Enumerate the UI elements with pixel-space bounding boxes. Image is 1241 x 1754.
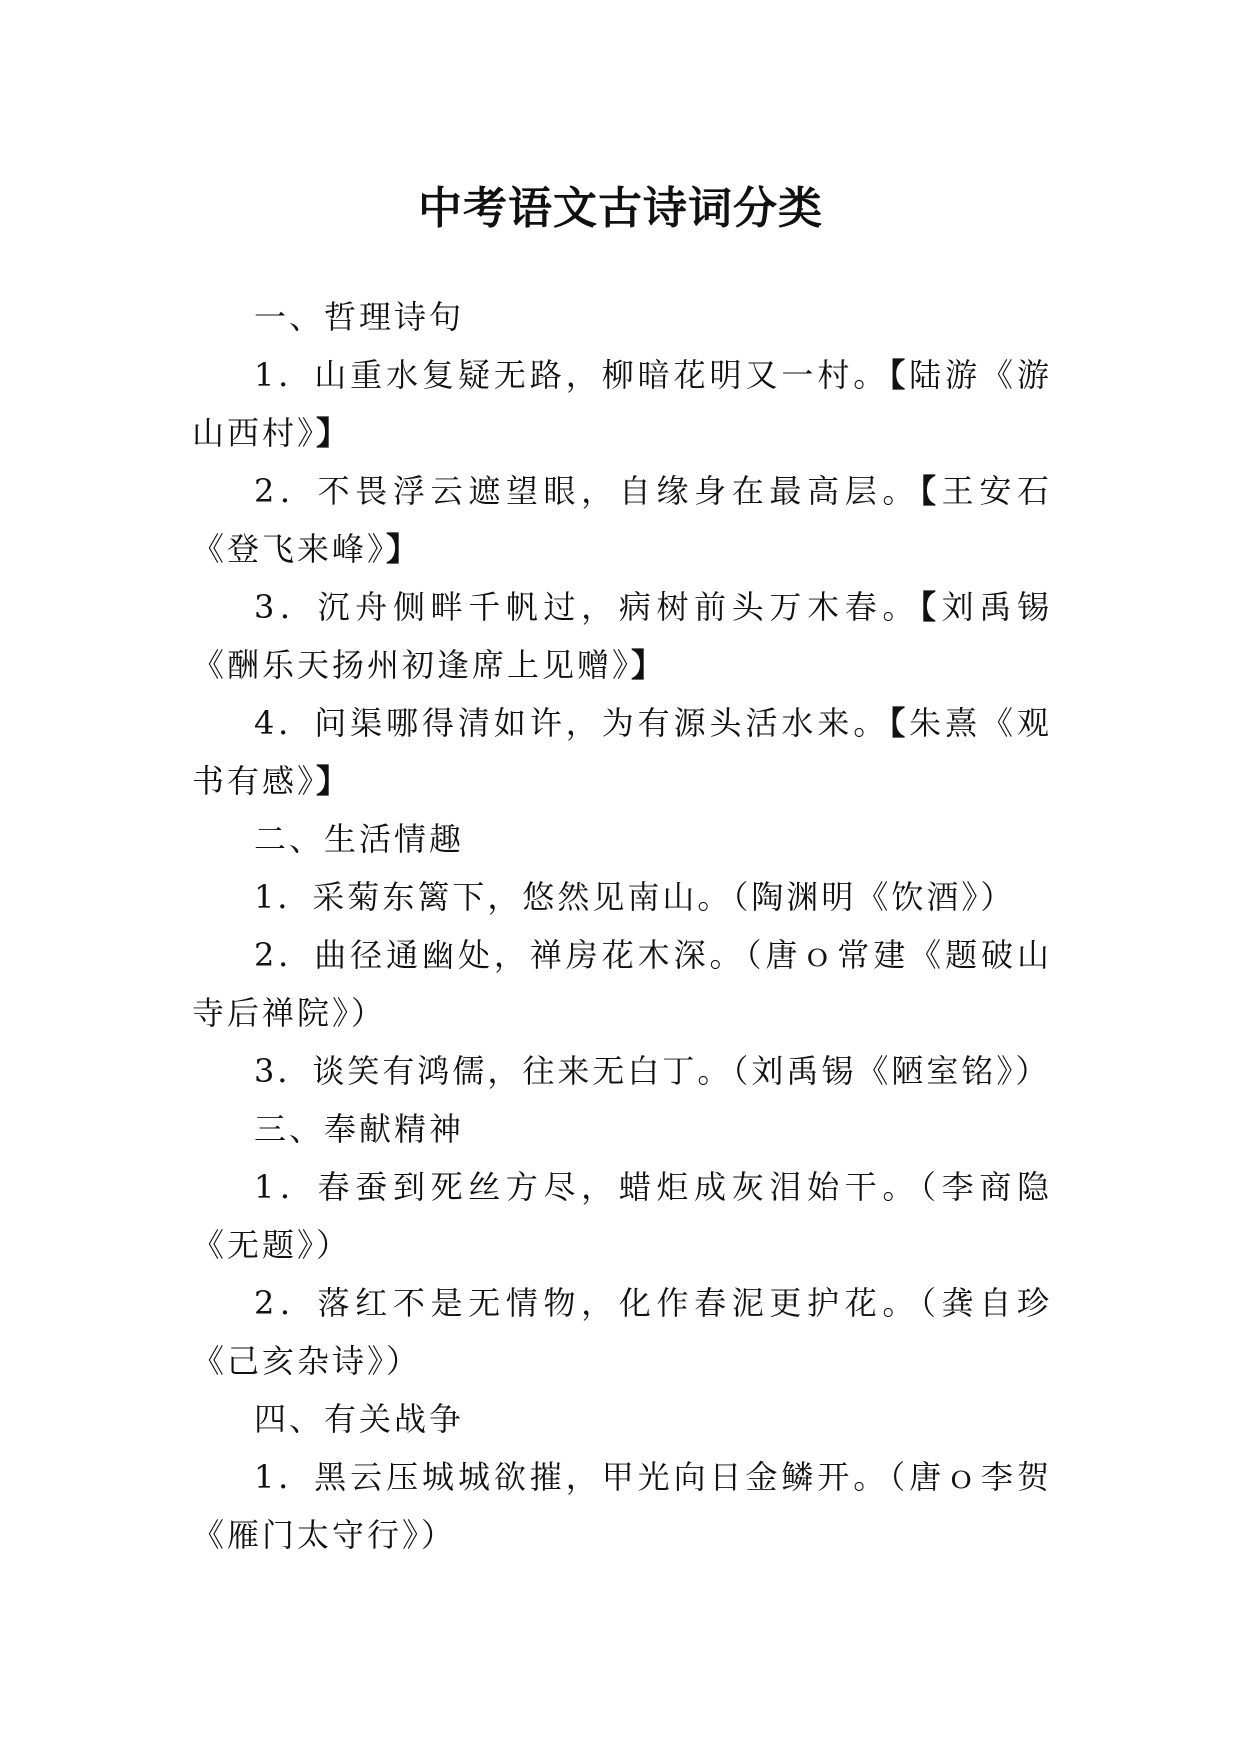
poem-source: 唐ｏ李贺《雁门太守行》 bbox=[192, 1458, 1052, 1554]
poem-text: 2．落红不是无情物，化作春泥更护花。 bbox=[254, 1284, 921, 1322]
open-paren: （ bbox=[732, 878, 752, 916]
close-bracket: 】 bbox=[316, 762, 352, 800]
poem-source: 唐ｏ常建《题破山寺后禅院》 bbox=[192, 936, 1052, 1032]
close-paren: ） bbox=[316, 1226, 352, 1264]
poem-text: 2．曲径通幽处，禅房花木深。 bbox=[254, 936, 746, 974]
poem-text: 1．采菊东篱下，悠然见南山。 bbox=[254, 878, 733, 916]
poem-line bbox=[192, 462, 1052, 578]
poem-line bbox=[192, 926, 1052, 1042]
poem-line bbox=[192, 1042, 1052, 1100]
open-bracket: 【 bbox=[920, 588, 942, 626]
poem-line bbox=[192, 1274, 1052, 1390]
poem-text: 1．山重水复疑无路，柳暗花明又一村。 bbox=[254, 356, 890, 394]
poem-source: 龚自珍《己亥杂诗》 bbox=[192, 1284, 1052, 1380]
open-paren: （ bbox=[920, 1284, 942, 1322]
close-paren: ） bbox=[421, 1516, 457, 1554]
poem-source: 陆游《游山西村》 bbox=[192, 356, 1052, 452]
open-paren: （ bbox=[732, 1052, 752, 1090]
section-heading: 四、有关战争 bbox=[254, 1400, 465, 1438]
poem-source: 王安石《登飞来峰》 bbox=[192, 472, 1052, 568]
close-paren: ） bbox=[980, 878, 1016, 916]
poem-source: 朱熹《观书有感》 bbox=[192, 704, 1052, 800]
close-paren: ） bbox=[1015, 1052, 1051, 1090]
open-paren: （ bbox=[745, 936, 766, 974]
poem-source: 刘禹锡《酬乐天扬州初逢席上见赠》 bbox=[192, 588, 1052, 684]
poem-text: 3．沉舟侧畔千帆过，病树前头万木春。 bbox=[254, 588, 921, 626]
poem-line bbox=[192, 694, 1052, 810]
poem-line bbox=[192, 578, 1052, 694]
open-bracket: 【 bbox=[889, 704, 910, 742]
section-heading: 一、哲理诗句 bbox=[254, 298, 465, 336]
close-paren: ） bbox=[386, 1342, 422, 1380]
poem-line bbox=[192, 868, 1052, 926]
poem-text: 1．黑云压城城欲摧，甲光向日金鳞开。 bbox=[254, 1458, 890, 1496]
poem-line bbox=[192, 1448, 1052, 1564]
section-heading: 二、生活情趣 bbox=[254, 820, 465, 858]
open-paren: （ bbox=[920, 1168, 942, 1206]
poem-text: 3．谈笑有鸿儒，往来无白丁。 bbox=[254, 1052, 733, 1090]
close-bracket: 】 bbox=[631, 646, 667, 684]
poem-source: 刘禹锡《陋室铭》 bbox=[751, 1052, 1016, 1090]
poem-line bbox=[192, 346, 1052, 462]
open-bracket: 【 bbox=[920, 472, 942, 510]
close-bracket: 】 bbox=[386, 530, 422, 568]
poem-source: 陶渊明《饮酒》 bbox=[751, 878, 981, 916]
close-paren: ） bbox=[351, 994, 387, 1032]
poem-list bbox=[192, 288, 1052, 1564]
page-title: 中考语文古诗词分类 bbox=[418, 183, 823, 235]
open-paren: （ bbox=[889, 1458, 910, 1496]
open-bracket: 【 bbox=[889, 356, 910, 394]
poem-text: 1．春蚕到死丝方尽，蜡炬成灰泪始干。 bbox=[254, 1168, 921, 1206]
poem-source: 李商隐《无题》 bbox=[192, 1168, 1052, 1264]
poem-line bbox=[192, 1158, 1052, 1274]
section-heading: 三、奉献精神 bbox=[254, 1110, 465, 1148]
poem-text: 2．不畏浮云遮望眼，自缘身在最高层。 bbox=[254, 472, 921, 510]
poem-text: 4．问渠哪得清如许，为有源头活水来。 bbox=[254, 704, 890, 742]
close-bracket: 】 bbox=[316, 414, 352, 452]
